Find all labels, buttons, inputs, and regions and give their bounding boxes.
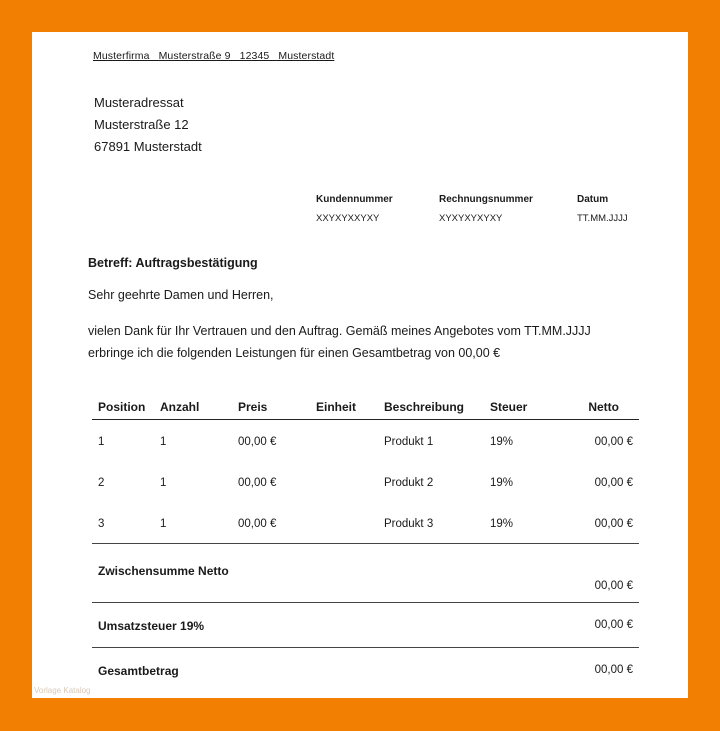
cell-description: Produkt 3 <box>384 518 434 530</box>
vat-row <box>92 602 639 647</box>
cell-position: 1 <box>98 436 105 448</box>
recipient-street: Musterstraße 12 <box>94 117 189 132</box>
cell-position: 2 <box>98 477 105 489</box>
cell-net: 00,00 € <box>594 477 633 489</box>
header-unit: Einheit <box>316 400 357 414</box>
header-tax: Steuer <box>490 400 528 414</box>
header-net: Netto <box>588 400 619 414</box>
table-header <box>92 392 639 420</box>
greeting: Sehr geehrte Damen und Herren, <box>88 288 274 302</box>
customer-number-label: Kundennummer <box>316 194 393 205</box>
subtotal-row <box>92 543 639 602</box>
subtotal-value: 00,00 € <box>594 580 633 592</box>
cell-net: 00,00 € <box>594 436 633 448</box>
watermark: Vorlage Katalog <box>34 686 91 695</box>
vat-value: 00,00 € <box>594 619 633 631</box>
date-block <box>577 194 628 224</box>
invoice-number-label: Rechnungsnummer <box>439 194 533 205</box>
cell-description: Produkt 1 <box>384 436 434 448</box>
table-row <box>92 420 639 461</box>
header-price: Preis <box>238 400 268 414</box>
cell-position: 3 <box>98 518 105 530</box>
recipient-address <box>94 92 202 158</box>
subject-line: Betreff: Auftragsbestätigung <box>88 256 258 270</box>
cell-price: 00,00 € <box>238 436 277 448</box>
body-text <box>88 320 648 364</box>
table-row <box>92 461 639 502</box>
date-label: Datum <box>577 194 609 205</box>
document-page <box>32 32 688 698</box>
date-value: TT.MM.JJJJ <box>577 213 628 224</box>
cell-description: Produkt 2 <box>384 477 434 489</box>
body-line-1: vielen Dank für Ihr Vertrauen und den Auftrag. Gemäß meines Angebotes vom TT.MM.JJJJ <box>88 324 591 338</box>
cell-price: 00,00 € <box>238 518 277 530</box>
cell-tax: 19% <box>490 436 514 448</box>
recipient-city: 67891 Musterstadt <box>94 139 202 154</box>
header-description: Beschreibung <box>384 400 465 414</box>
total-row <box>92 647 639 692</box>
recipient-name: Musteradressat <box>94 95 184 110</box>
table-row <box>92 502 639 543</box>
cell-quantity: 1 <box>160 436 167 448</box>
invoice-number-block <box>439 194 533 224</box>
total-value: 00,00 € <box>594 664 633 676</box>
customer-number-value: XXYXYXXYXY <box>316 213 380 224</box>
cell-tax: 19% <box>490 518 514 530</box>
cell-quantity: 1 <box>160 477 167 489</box>
cell-price: 00,00 € <box>238 477 277 489</box>
cell-tax: 19% <box>490 477 514 489</box>
cell-net: 00,00 € <box>594 518 633 530</box>
total-label: Gesamtbetrag <box>98 664 179 678</box>
header-position: Position <box>98 400 146 414</box>
body-line-2: erbringe ich die folgenden Leistungen für einen Gesamtbetrag von 00,00 € <box>88 346 501 360</box>
invoice-number-value: XYXYXYXYXY <box>439 213 503 224</box>
sender-line: Musterfirma Musterstraße 9 12345 Musterstadt <box>93 50 335 62</box>
items-table <box>92 392 639 692</box>
vat-label: Umsatzsteuer 19% <box>98 619 205 633</box>
subtotal-label: Zwischensumme Netto <box>98 564 229 578</box>
customer-number-block <box>316 194 393 224</box>
cell-quantity: 1 <box>160 518 167 530</box>
header-quantity: Anzahl <box>160 400 200 414</box>
